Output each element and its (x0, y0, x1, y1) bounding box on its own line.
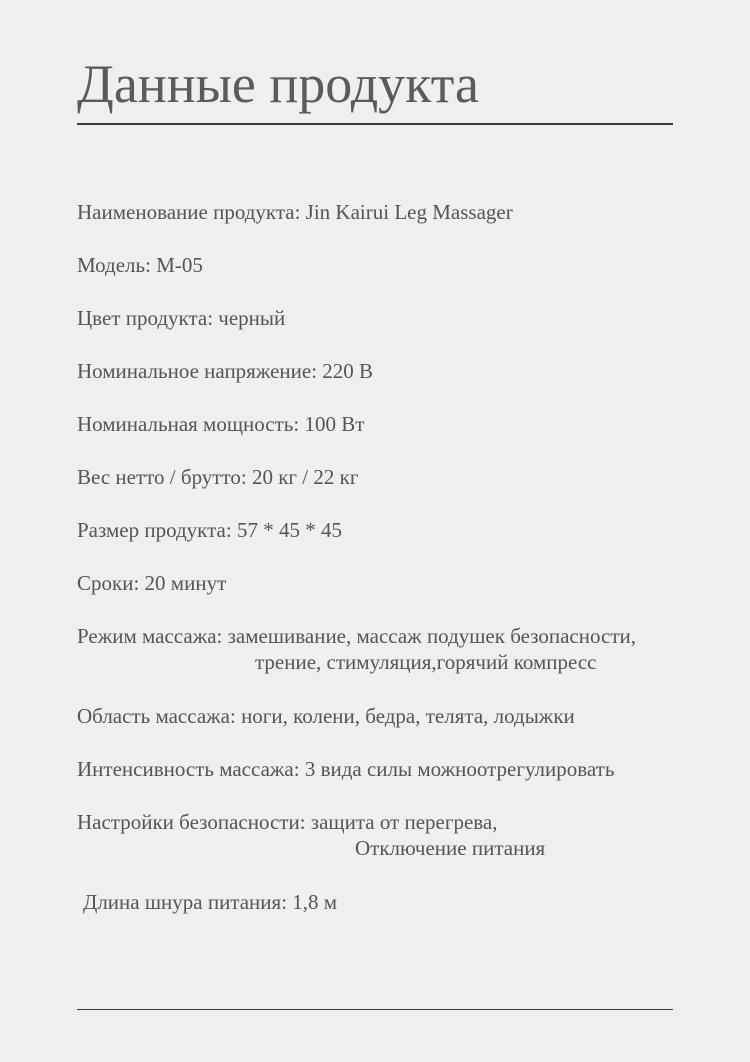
spec-value: 1,8 м (292, 890, 338, 914)
spec-value: M-05 (156, 253, 203, 277)
spec-product-name (77, 199, 513, 225)
spec-weight (77, 464, 358, 490)
spec-safety (77, 809, 545, 861)
spec-label: Сроки: (77, 571, 140, 595)
spec-value: 3 вида силы можноотрегулировать (304, 757, 615, 781)
spec-label: Модель: (77, 253, 151, 277)
spec-value: 57 * 45 * 45 (236, 518, 342, 542)
bottom-divider (77, 1009, 673, 1010)
spec-label: Номинальная мощность: (77, 412, 300, 436)
spec-label: Настройки безопасности: (77, 810, 306, 834)
title-divider (77, 123, 673, 125)
spec-label: Длина шнура питания: (83, 890, 288, 914)
spec-value: 220 В (322, 359, 374, 383)
spec-model (77, 252, 203, 278)
page-title: Данные продукта (77, 54, 479, 114)
spec-size (77, 517, 342, 543)
spec-cord-length (83, 889, 337, 915)
spec-value-continued: трение, стимуляция,горячий компресс (255, 650, 597, 674)
spec-voltage (77, 358, 373, 384)
spec-color (77, 305, 285, 331)
spec-label: Размер продукта: (77, 518, 232, 542)
spec-intensity (77, 756, 614, 782)
spec-label: Интенсивность массажа: (77, 757, 300, 781)
spec-massage-mode (77, 623, 636, 675)
spec-label: Режим массажа: (77, 624, 223, 648)
spec-value: 20 минут (144, 571, 227, 595)
spec-value: замешивание, массаж подушек безопасности, (227, 624, 636, 648)
spec-value: черный (218, 306, 286, 330)
spec-value: Jin Kairui Leg Massager (305, 200, 513, 224)
spec-value: защита от перегрева, (310, 810, 498, 834)
spec-value: ноги, колени, бедра, телята, лодыжки (241, 704, 575, 728)
spec-label: Цвет продукта: (77, 306, 214, 330)
spec-massage-area (77, 703, 575, 729)
spec-value: 20 кг / 22 кг (251, 465, 359, 489)
spec-value: 100 Вт (304, 412, 365, 436)
spec-power (77, 411, 364, 437)
spec-label: Область массажа: (77, 704, 236, 728)
spec-label: Номинальное напряжение: (77, 359, 318, 383)
spec-duration (77, 570, 226, 596)
spec-value-continued: Отключение питания (355, 836, 546, 860)
spec-label: Наименование продукта: (77, 200, 301, 224)
spec-label: Вес нетто / брутто: (77, 465, 247, 489)
